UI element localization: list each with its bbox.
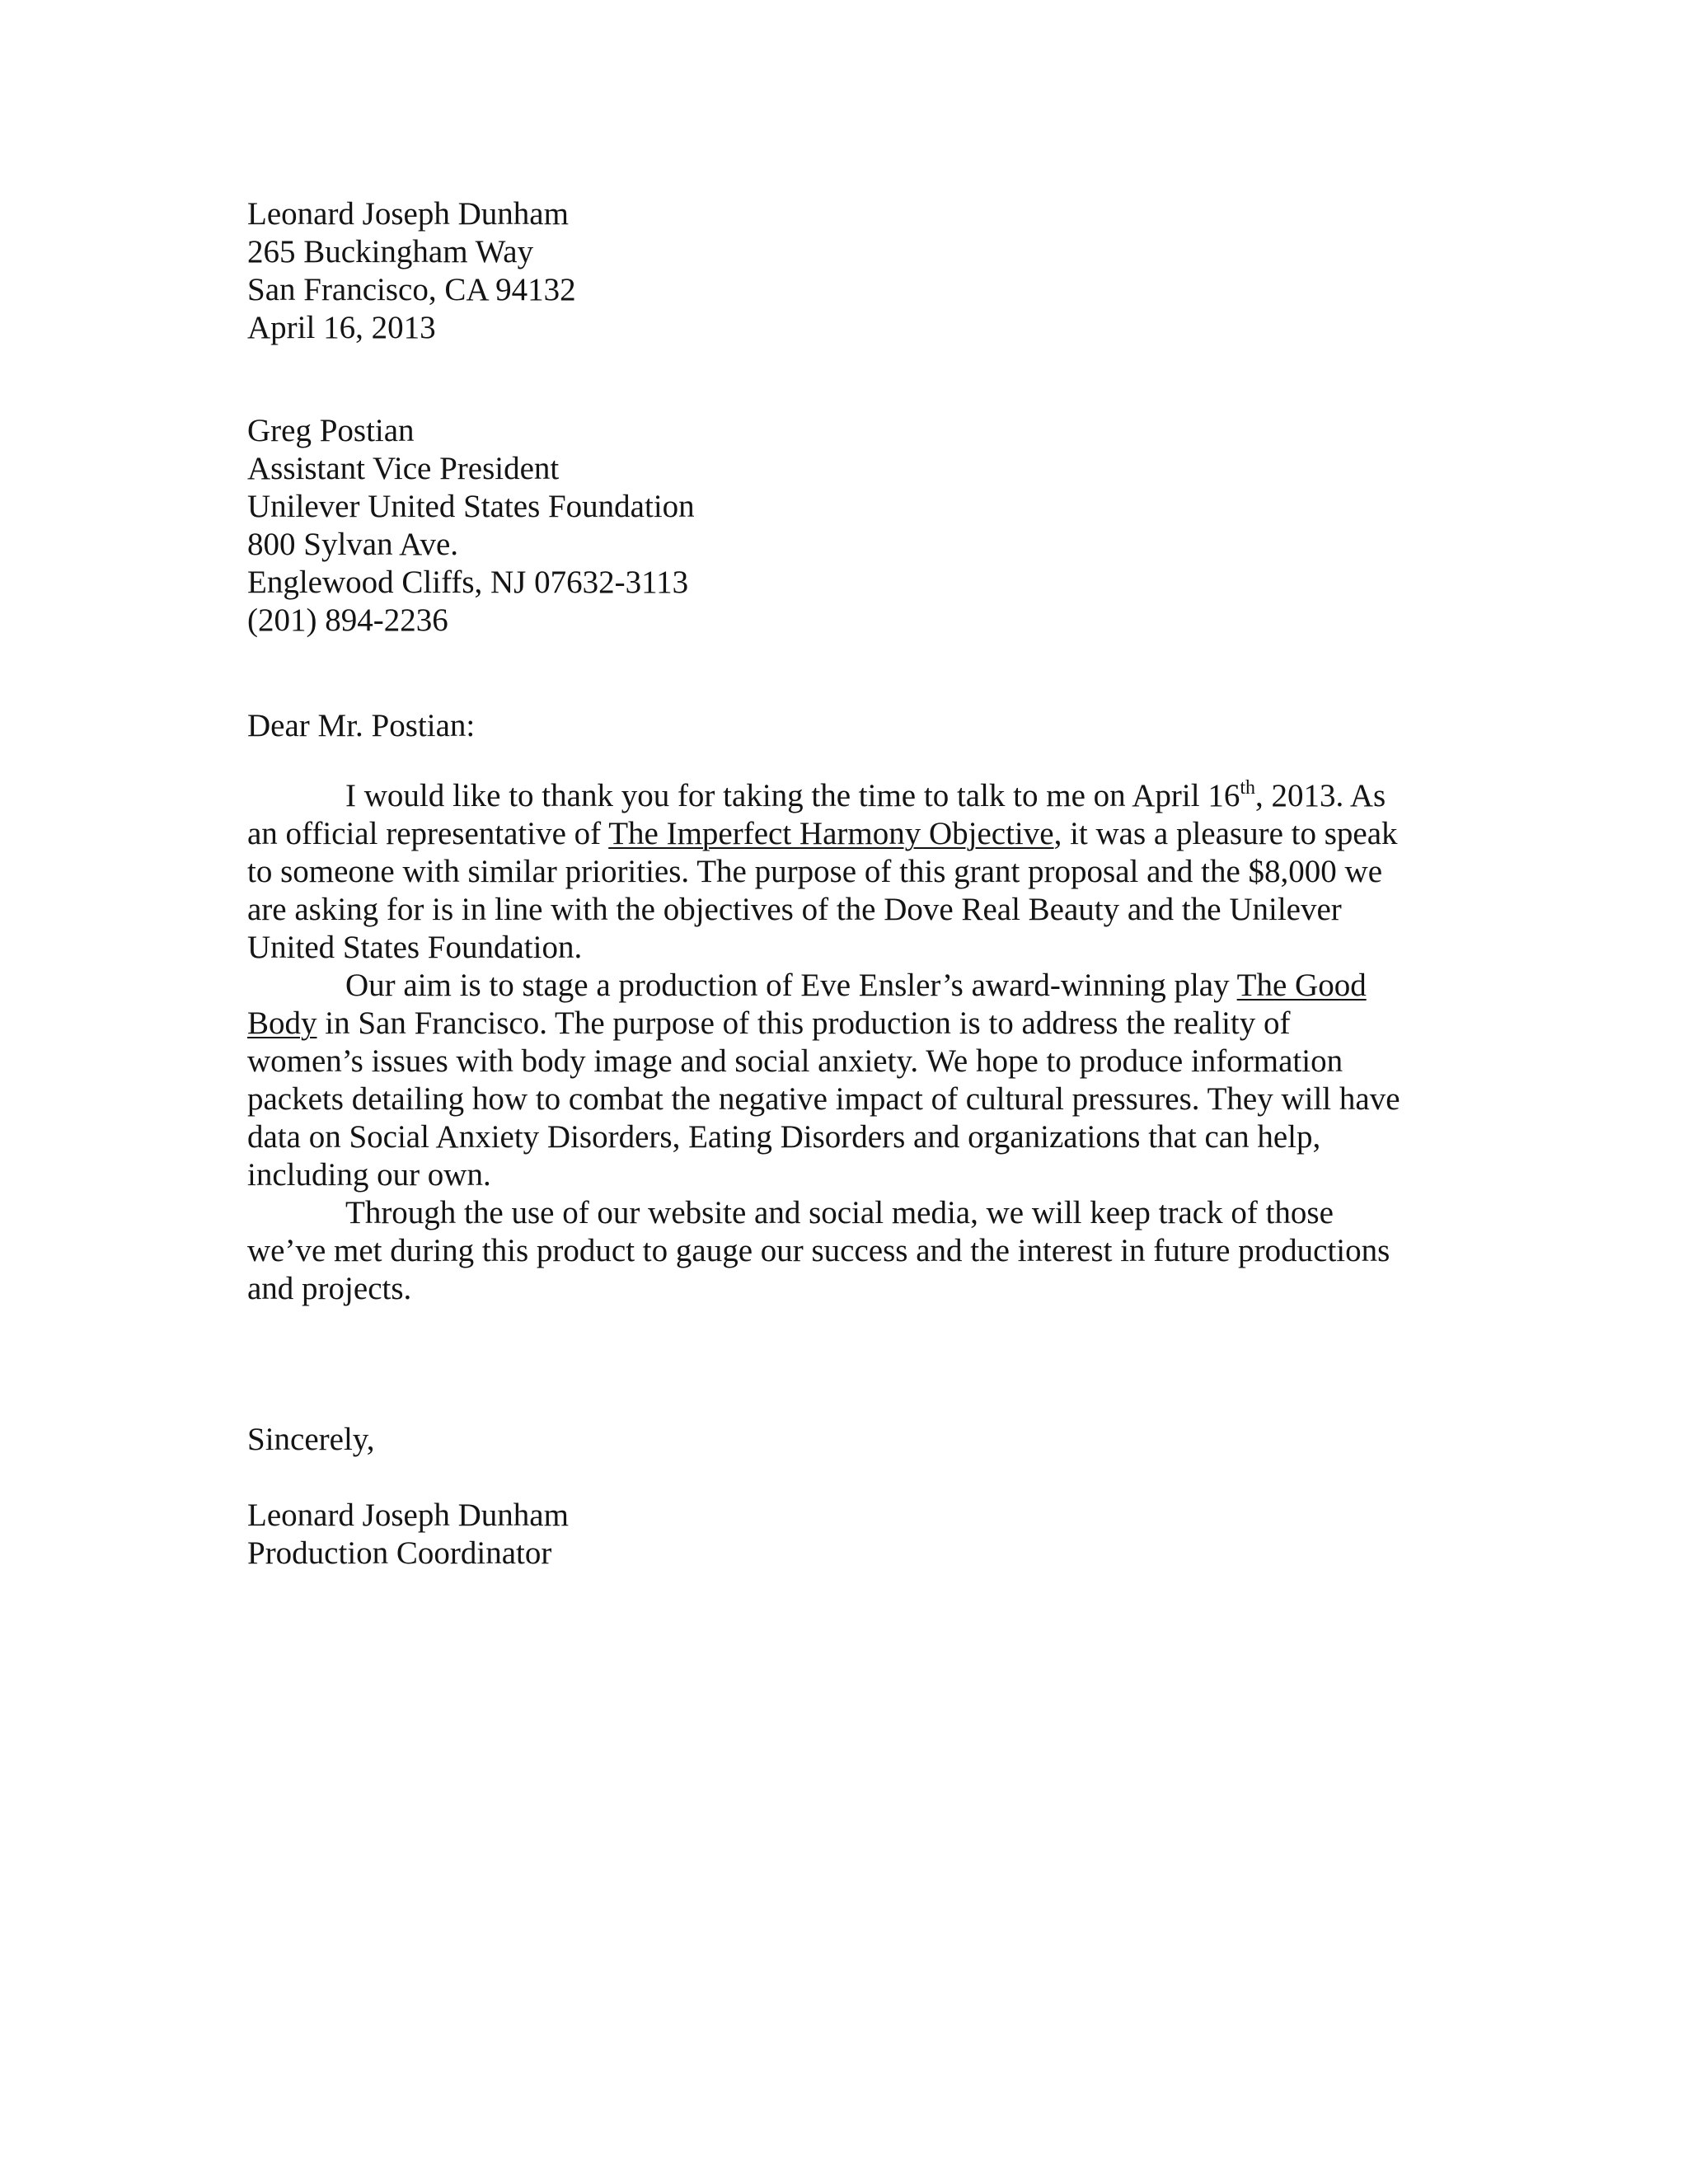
recipient-name: Greg Postian: [247, 413, 415, 448]
signature-title: Production Coordinator: [247, 1535, 552, 1571]
recipient-city-state-zip: Englewood Cliffs, NJ 07632-3113: [247, 565, 689, 600]
sender-name: Leonard Joseph Dunham: [247, 196, 569, 232]
paragraph-2-text: in San Francisco. The purpose of this production is to address the reality of: [316, 1005, 1291, 1041]
sender-street: 265 Buckingham Way: [247, 234, 534, 269]
recipient-title: Assistant Vice President: [247, 451, 560, 486]
closing: [247, 1421, 1442, 1459]
closing-text: Sincerely,: [247, 1422, 375, 1457]
letter-date: April 16, 2013: [247, 310, 436, 345]
paragraph-1-line-5: United States Foundation.: [247, 930, 583, 965]
recipient-street: 800 Sylvan Ave.: [247, 527, 459, 562]
paragraph-2-line-5: data on Social Anxiety Disorders, Eating Disorders and organizations that can help,: [247, 1119, 1321, 1155]
sender-address-block: [247, 195, 1442, 347]
recipient-phone: (201) 894-2236: [247, 602, 448, 638]
paragraph-3-line-1: Through the use of our website and social media, we will keep track of those: [345, 1195, 1334, 1230]
paragraph-2-line-2: [247, 1005, 1442, 1043]
organization-name-underlined: The Imperfect Harmony Objective: [608, 816, 1054, 851]
paragraph-2-line-6: including our own.: [247, 1157, 491, 1193]
salutation-text: Dear Mr. Postian:: [247, 708, 476, 743]
paragraph-1-text: I would like to thank you for taking the time to talk to me on April 16: [345, 778, 1240, 813]
signature-name: Leonard Joseph Dunham: [247, 1497, 569, 1533]
paragraph-2-line-3: women’s issues with body image and social anxiety. We hope to produce information: [247, 1043, 1343, 1079]
letter-body: [247, 777, 1442, 1308]
paragraph-3-line-2: we’ve met during this product to gauge our success and the interest in future productions: [247, 1233, 1390, 1268]
play-title-underlined: Body: [247, 1005, 317, 1041]
paragraph-1-line-2: [247, 815, 1442, 853]
signature-block: [247, 1497, 1442, 1572]
play-title-underlined: The Good: [1236, 968, 1367, 1003]
paragraph-2-text: Our aim is to stage a production of Eve Ensler’s award-winning play: [345, 968, 1237, 1003]
paragraph-1-line-1: [247, 777, 1442, 815]
salutation: [247, 707, 1442, 745]
paragraph-1-text: an official representative of: [247, 816, 609, 851]
paragraph-1-text: , 2013. As: [1255, 778, 1386, 813]
sender-city-state-zip: San Francisco, CA 94132: [247, 272, 576, 307]
paragraph-3-line-3: and projects.: [247, 1271, 412, 1306]
paragraph-2-line-4: packets detailing how to combat the negative impact of cultural pressures. They will have: [247, 1081, 1400, 1117]
paragraph-1-text: , it was a pleasure to speak: [1053, 816, 1398, 851]
recipient-address-block: [247, 412, 1442, 640]
paragraph-1-line-4: are asking for is in line with the objectives of the Dove Real Beauty and the Unilever: [247, 892, 1342, 927]
recipient-organization: Unilever United States Foundation: [247, 489, 695, 524]
paragraph-2-line-1: [247, 967, 1442, 1005]
paragraph-1-line-3: to someone with similar priorities. The purpose of this grant proposal and the $8,000 we: [247, 854, 1383, 889]
ordinal-suffix: th: [1240, 777, 1256, 799]
